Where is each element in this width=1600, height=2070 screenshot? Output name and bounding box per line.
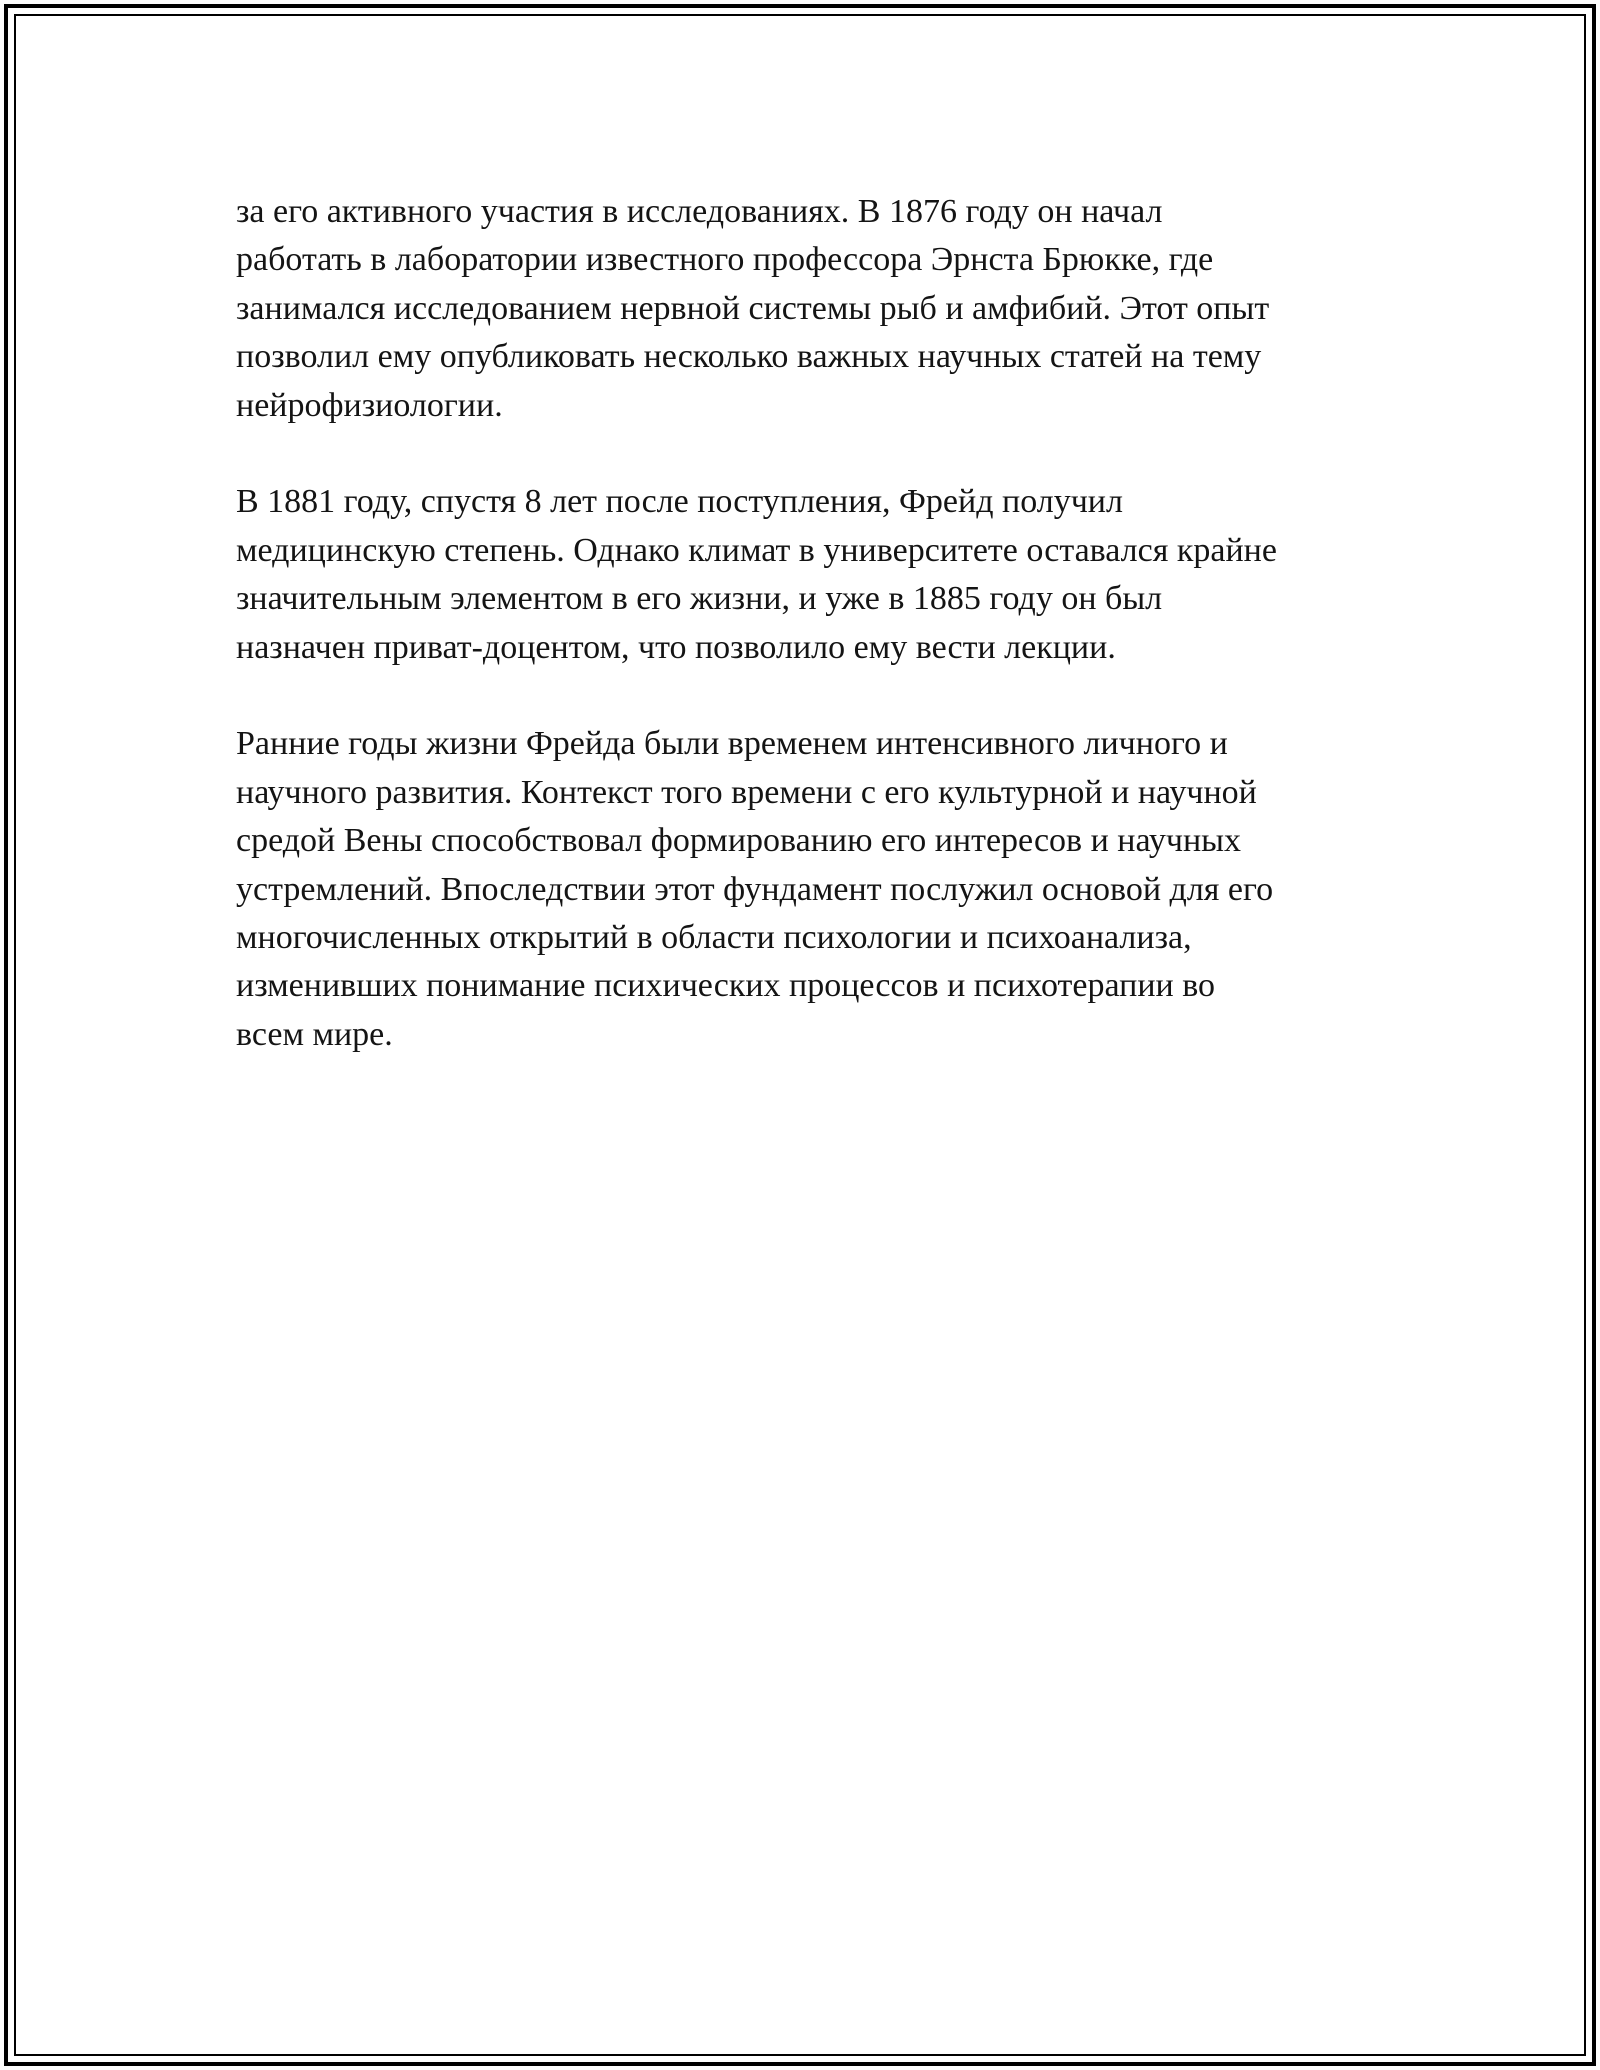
text-line: Ранние годы жизни Фрейда были временем интенсивного личного и (236, 725, 1228, 763)
text-line: научного развития. Контекст того времени с его культурной и научной (236, 773, 1257, 811)
text-line: средой Вены способствовал формированию его интересов и научных (236, 822, 1242, 860)
text-line: В 1881 году, спустя 8 лет после поступления, Фрейд получил (236, 483, 1123, 521)
paragraph-2 (236, 478, 1386, 672)
document-body (236, 188, 1386, 1108)
text-line: работать в лаборатории известного профессора Эрнста Брюкке, где (236, 241, 1214, 279)
text-line: за его активного участия в исследованиях. В 1876 году он начал (236, 193, 1163, 230)
text-line: многочисленных открытий в области психологии и психоанализа, (236, 919, 1192, 957)
text-line: нейрофизиологии. (236, 386, 503, 424)
text-line: медицинскую степень. Однако климат в университете оставался крайне (236, 531, 1277, 569)
text-line: значительным элементом в его жизни, и уже в 1885 году он был (236, 580, 1163, 618)
text-line: позволил ему опубликовать несколько важных научных статей на тему (236, 338, 1262, 376)
paragraph-3 (236, 720, 1386, 1059)
paragraph-1 (236, 188, 1386, 430)
text-line: назначен приват-доцентом, что позволило ему вести лекции. (236, 628, 1116, 666)
text-line: изменивших понимание психических процессов и психотерапии во (236, 967, 1216, 1005)
text-line: всем мире. (236, 1015, 393, 1053)
text-line: занимался исследованием нервной системы рыб и амфибий. Этот опыт (236, 289, 1270, 327)
text-line: устремлений. Впоследствии этот фундамент послужил основой для его (236, 870, 1274, 908)
